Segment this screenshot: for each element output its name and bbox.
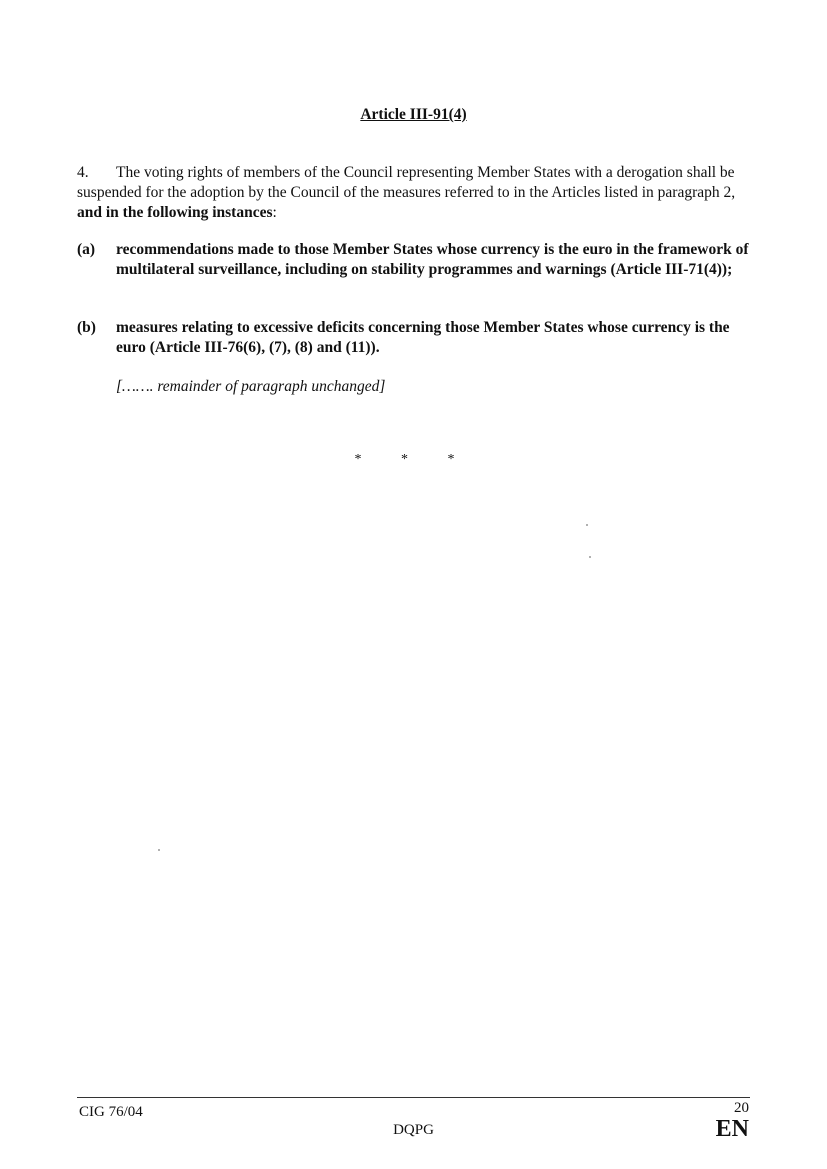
list-item-text: measures relating to excessive deficits concerning those Member States whose currency is the euro (Article III-76(6), (7), (8) and (11)).: [116, 319, 730, 356]
footer-language-code: EN: [715, 1116, 749, 1142]
list-item-a: [77, 240, 749, 280]
remainder-note: [……. remainder of paragraph unchanged]: [116, 378, 386, 395]
scan-speck: [586, 524, 588, 526]
footer-divider: [77, 1097, 750, 1098]
paragraph-text: The voting rights of members of the Council representing Member States with a derogation shall be suspended for the adoption by the Council of the measures referred to in the Articles listed in paragraph 2,: [77, 164, 736, 201]
paragraph-end: :: [272, 204, 277, 221]
list-item-label: (b): [77, 319, 96, 336]
list-item-b: [77, 318, 749, 358]
footer-page-number: 20: [734, 1100, 749, 1116]
section-separator: * * *: [354, 452, 473, 467]
paragraph-number: 4.: [77, 164, 89, 181]
footer-reference: CIG 76/04: [79, 1104, 143, 1120]
paragraph-bold-text: and in the following instances: [77, 204, 273, 221]
paragraph-4: [77, 163, 749, 223]
list-item-label: (a): [77, 241, 96, 258]
scan-speck: [589, 556, 591, 558]
footer-unit: DQPG: [393, 1122, 434, 1138]
article-title: Article III-91(4): [360, 106, 467, 123]
list-item-text: recommendations made to those Member States whose currency is the euro in the framework of multilateral surveillance, including on stability programmes and warnings (Article III-71(4));: [116, 241, 749, 278]
scan-speck: [158, 849, 160, 851]
